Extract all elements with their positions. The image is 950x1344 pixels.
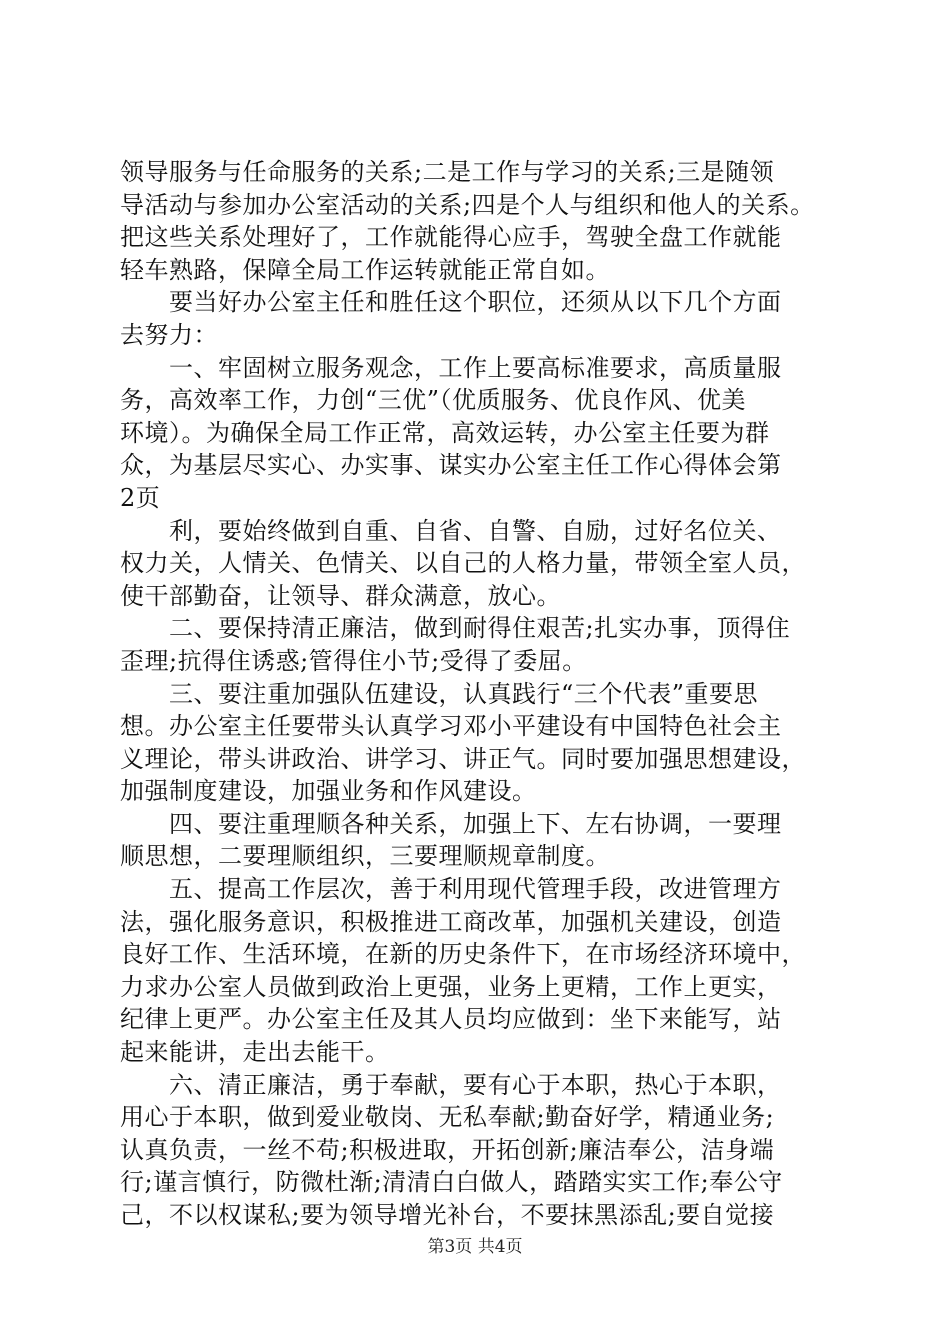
text-line: 一、牢固树立服务观念，工作上要高标准要求，高质量服: [120, 353, 782, 382]
text-line: 领导服务与任命服务的关系;二是工作与学习的关系;三是随领: [120, 158, 775, 186]
text-line: 六、清正廉洁，勇于奉献，要有心于本职，热心于本职，: [120, 1070, 782, 1099]
text-line: 法，强化服务意识，积极推进工商改革，加强机关建设，创造: [120, 907, 782, 936]
text-line: 环境）。为确保全局工作正常，高效运转，办公室主任要为群: [120, 418, 770, 447]
text-line: 使干部勤奋，让领导、群众满意，放心。: [120, 581, 561, 610]
text-line: 良好工作、生活环境，在新的历史条件下，在市场经济环境中，: [120, 940, 806, 969]
text-line: 加强制度建设，加强业务和作风建设。: [120, 777, 537, 806]
text-line: 三、要注重加强队伍建设，认真践行“三个代表”重要思: [120, 679, 759, 708]
text-line: 务，高效率工作，力创“三优”（优质服务、优良作风、优美: [120, 386, 747, 415]
text-line: 众，为基层尽实心、办实事、谋实办公室主任工作心得体会第: [120, 451, 782, 480]
text-line: 歪理;抗得住诱惑;管得住小节;受得了委屈。: [120, 646, 587, 675]
text-line: 认真负责，一丝不苟;积极进取，开拓创新;廉洁奉公，洁身端: [120, 1135, 775, 1164]
text-line: 二、要保持清正廉洁，做到耐得住艰苦;扎实办事，顶得住: [120, 614, 791, 643]
text-line: 用心于本职，做到爱业敬岗、无私奉献;勤奋好学，精通业务;: [120, 1103, 775, 1132]
text-line: 权力关，人情关、色情关、以自己的人格力量，带领全室人员，: [120, 549, 806, 578]
text-line: 行;谨言慎行，防微杜渐;清清白白做人，踏踏实实工作;奉公守: [120, 1168, 783, 1197]
text-line: 五、提高工作层次，善于利用现代管理手段，改进管理方: [120, 875, 782, 904]
text-line: 要当好办公室主任和胜任这个职位，还须从以下几个方面: [120, 288, 782, 317]
text-line: 纪律上更严。办公室主任及其人员均应做到：坐下来能写，站: [120, 1005, 782, 1034]
text-line: 想。办公室主任要带头认真学习邓小平建设有中国特色社会主: [120, 712, 782, 741]
text-line: 去努力：: [120, 320, 218, 349]
text-line: 起来能讲，走出去能干。: [120, 1038, 390, 1067]
text-line: 导活动与参加办公室活动的关系;四是个人与组织和他人的关系。: [120, 190, 815, 219]
text-line: 己，不以权谋私;要为领导增光补台，不要抹黑添乱;要自觉接: [120, 1201, 775, 1229]
text-line: 利，要始终做到自重、自省、自警、自励，过好名位关、: [120, 516, 782, 545]
text-line: 顺思想，二要理顺组织，三要理顺规章制度。: [120, 842, 610, 871]
text-line: 义理论，带头讲政治、讲学习、讲正气。同时要加强思想建设，: [120, 744, 806, 773]
body-text: [120, 156, 835, 1232]
text-line: 2页: [120, 483, 161, 512]
text-line: 轻车熟路，保障全局工作运转就能正常自如。: [120, 255, 610, 284]
text-line: 把这些关系处理好了，工作就能得心应手，驾驶全盘工作就能: [120, 223, 782, 252]
page-number-footer: 第3页 共4页: [427, 1237, 523, 1257]
text-line: 力求办公室人员做到政治上更强，业务上更精，工作上更实，: [120, 972, 782, 1001]
text-line: 四、要注重理顺各种关系，加强上下、左右协调，一要理: [120, 809, 782, 838]
